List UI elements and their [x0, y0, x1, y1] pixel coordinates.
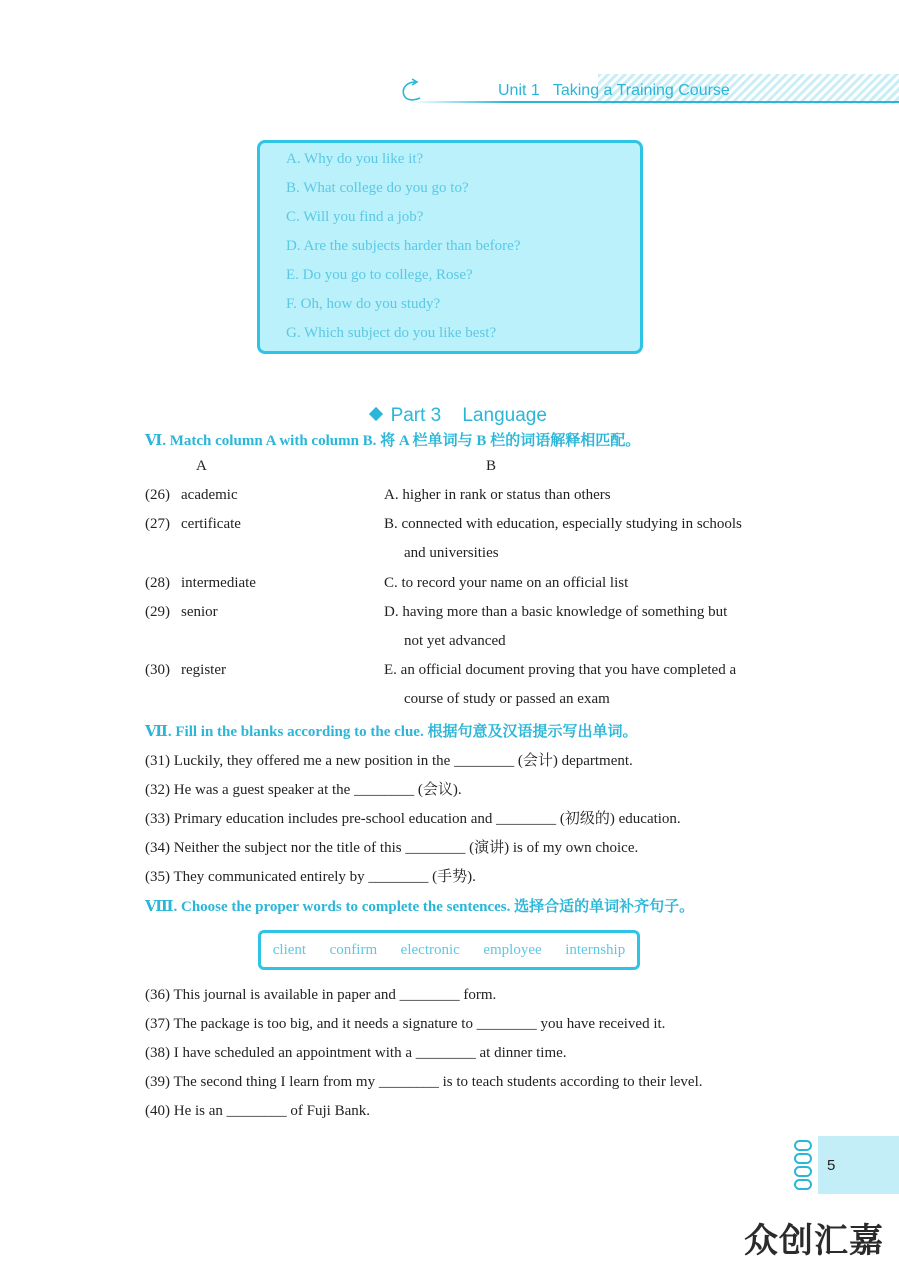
fill-item-34: (34) Neither the subject nor the title of this ________ (演讲) is of my own choice. — [145, 840, 639, 856]
choose-item-38: (38) I have scheduled an appointment with a ________ at dinner time. — [145, 1045, 567, 1061]
page-number: 5 — [827, 1157, 836, 1174]
match-def-b-cont: and universities — [404, 545, 499, 561]
option-a: A. Why do you like it? — [286, 151, 424, 167]
option-f: F. Oh, how do you study? — [286, 296, 441, 312]
part-title — [358, 383, 547, 427]
section-7-heading: Ⅶ. Fill in the blanks according to the clue. 根据句意及汉语提示写出单词。 — [145, 724, 638, 740]
match-def-b: B. connected with education, especially studying in schools — [384, 516, 742, 532]
match-item-30-num: (30) — [145, 662, 170, 678]
match-def-a: A. higher in rank or status than others — [384, 487, 611, 503]
option-d: D. Are the subjects harder than before? — [286, 238, 521, 254]
fill-item-35: (35) They communicated entirely by ________ (手势). — [145, 869, 476, 885]
match-item-28-num: (28) — [145, 575, 170, 591]
ring-icon — [794, 1153, 812, 1164]
diamond-icon — [368, 407, 382, 421]
word-bank-item: client — [272, 941, 307, 958]
match-def-d-cont: not yet advanced — [404, 633, 506, 649]
part-title-text: Part 3 Language — [390, 405, 547, 426]
section-8-heading: Ⅷ. Choose the proper words to complete the sentences. 选择合适的单词补齐句子。 — [145, 899, 695, 915]
match-item-30-word: register — [181, 662, 226, 678]
match-item-26-word: academic — [181, 487, 238, 503]
match-def-c: C. to record your name on an official list — [384, 575, 629, 591]
watermark: 众创汇嘉 — [744, 1221, 884, 1261]
options-box — [257, 140, 643, 354]
column-a-label: A — [196, 458, 207, 474]
match-item-27-num: (27) — [145, 516, 170, 532]
option-c: C. Will you find a job? — [286, 209, 424, 225]
choose-item-36: (36) This journal is available in paper and ________ form. — [145, 987, 497, 1003]
header-rule — [410, 101, 899, 103]
match-item-27-word: certificate — [181, 516, 241, 532]
ring-icon — [794, 1166, 812, 1177]
word-bank-box — [258, 930, 640, 970]
choose-item-37: (37) The package is too big, and it needs a signature to ________ you have received it. — [145, 1016, 666, 1032]
choose-item-40: (40) He is an ________ of Fuji Bank. — [145, 1103, 370, 1119]
option-g: G. Which subject do you like best? — [286, 325, 497, 341]
word-bank-item: internship — [565, 941, 626, 958]
column-b-label: B — [486, 458, 497, 474]
word-bank-item: employee — [483, 941, 542, 958]
fill-item-31: (31) Luckily, they offered me a new position in the ________ (会计) department. — [145, 753, 633, 769]
match-item-26-num: (26) — [145, 487, 170, 503]
fill-item-32: (32) He was a guest speaker at the ________ (会议). — [145, 782, 462, 798]
match-item-28-word: intermediate — [181, 575, 256, 591]
match-item-29-word: senior — [181, 604, 218, 620]
match-def-d: D. having more than a basic knowledge of something but — [384, 604, 728, 620]
match-def-e-cont: course of study or passed an exam — [404, 691, 610, 707]
ring-icon — [794, 1140, 812, 1151]
match-item-29-num: (29) — [145, 604, 170, 620]
word-bank-item: electronic — [400, 941, 460, 958]
ring-icon — [794, 1179, 812, 1190]
unit-title: Unit 1 Taking a Training Course — [498, 82, 730, 99]
option-e: E. Do you go to college, Rose? — [286, 267, 473, 283]
section-6-heading: Ⅵ. Match column A with column B. 将 A 栏单词与 B 栏的词语解释相匹配。 — [145, 433, 641, 449]
match-def-e: E. an official document proving that you have completed a — [384, 662, 737, 678]
word-bank-item: confirm — [329, 941, 378, 958]
fill-item-33: (33) Primary education includes pre-school education and ________ (初级的) education. — [145, 811, 681, 827]
curl-arrow-icon — [398, 78, 424, 104]
choose-item-39: (39) The second thing I learn from my ________ is to teach students according to their level. — [145, 1074, 703, 1090]
option-b: B. What college do you go to? — [286, 180, 469, 196]
